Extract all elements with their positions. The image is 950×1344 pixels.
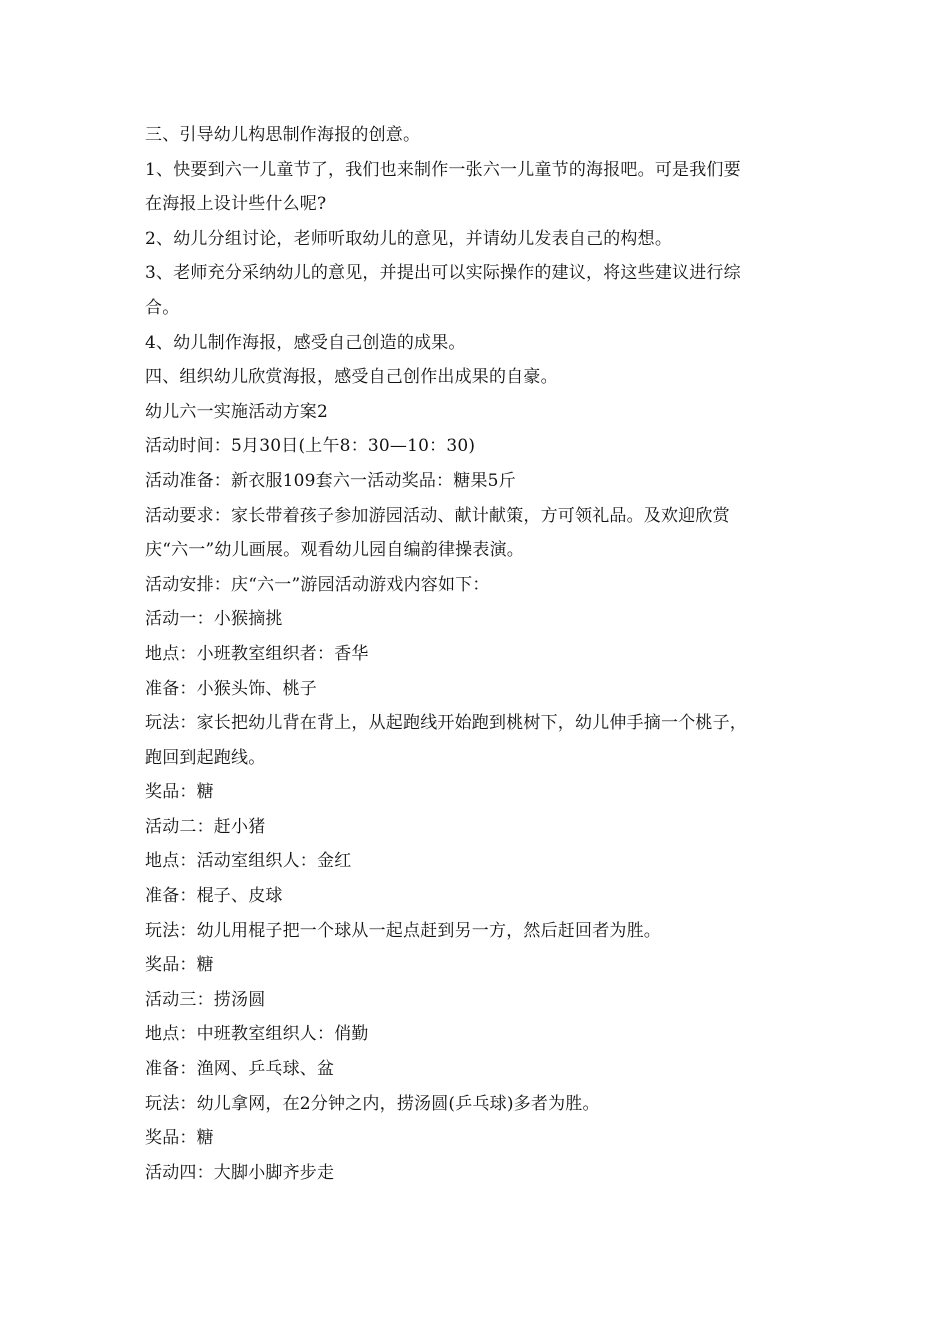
activity-arrangement: 活动安排：庆“六一”游园活动游戏内容如下： [145,574,490,595]
paragraph-line: 3、老师充分采纳幼儿的意见，并提出可以实际操作的建议，将这些建议进行综 [145,263,741,284]
activity-requirements-cont: 庆“六一”幼儿画展。观看幼儿园自编韵律操表演。 [145,540,524,561]
activity-3-title: 活动三：捞汤圆 [145,989,266,1010]
activity-3-preparation: 准备：渔网、乒乓球、盆 [145,1059,335,1080]
activity-4-title: 活动四：大脚小脚齐步走 [145,1162,335,1183]
activity-preparation: 活动准备：新衣服109套六一活动奖品：糖果5斤 [145,470,516,491]
activity-3-location: 地点：中班教室组织人：俏勤 [145,1024,369,1045]
document-title-plan-2: 幼儿六一实施活动方案2 [145,401,329,422]
activity-3-prize: 奖品：糖 [145,1128,214,1149]
activity-1-title: 活动一：小猴摘挑 [145,609,283,630]
activity-2-rules: 玩法：幼儿用棍子把一个球从一起点赶到另一方，然后赶回者为胜。 [145,920,661,941]
activity-2-preparation: 准备：棍子、皮球 [145,886,283,907]
activity-1-rules: 玩法：家长把幼儿背在背上，从起跑线开始跑到桃树下，幼儿伸手摘一个桃子， [145,713,747,734]
activity-2-prize: 奖品：糖 [145,955,214,976]
document-body [145,118,825,1190]
activity-2-title: 活动二：赶小猪 [145,816,266,837]
activity-requirements: 活动要求：家长带着孩子参加游园活动、献计献策，方可领礼品。及欢迎欣赏 [145,505,730,526]
paragraph-line: 4、幼儿制作海报，感受自己创造的成果。 [145,332,466,353]
paragraph-line: 在海报上设计些什么呢? [145,194,327,215]
activity-2-location: 地点：活动室组织人：金红 [145,851,352,872]
activity-1-rules-cont: 跑回到起跑线。 [145,747,266,768]
paragraph-line: 合。 [145,297,180,318]
activity-time: 活动时间：5月30日(上午8：30—10：30) [145,436,476,457]
activity-1-location: 地点：小班教室组织者：香华 [145,643,369,664]
paragraph-line: 1、快要到六一儿童节了，我们也来制作一张六一儿童节的海报吧。可是我们要 [145,159,741,180]
activity-1-preparation: 准备：小猴头饰、桃子 [145,678,317,699]
activity-1-prize: 奖品：糖 [145,782,214,803]
section-heading-3: 三、引导幼儿构思制作海报的创意。 [145,125,421,145]
section-heading-4: 四、组织幼儿欣赏海报，感受自己创作出成果的自豪。 [145,367,558,388]
activity-3-rules: 玩法：幼儿拿网，在2分钟之内，捞汤圆(乒乓球)多者为胜。 [145,1093,600,1114]
paragraph-line: 2、幼儿分组讨论，老师听取幼儿的意见，并请幼儿发表自己的构想。 [145,228,673,249]
